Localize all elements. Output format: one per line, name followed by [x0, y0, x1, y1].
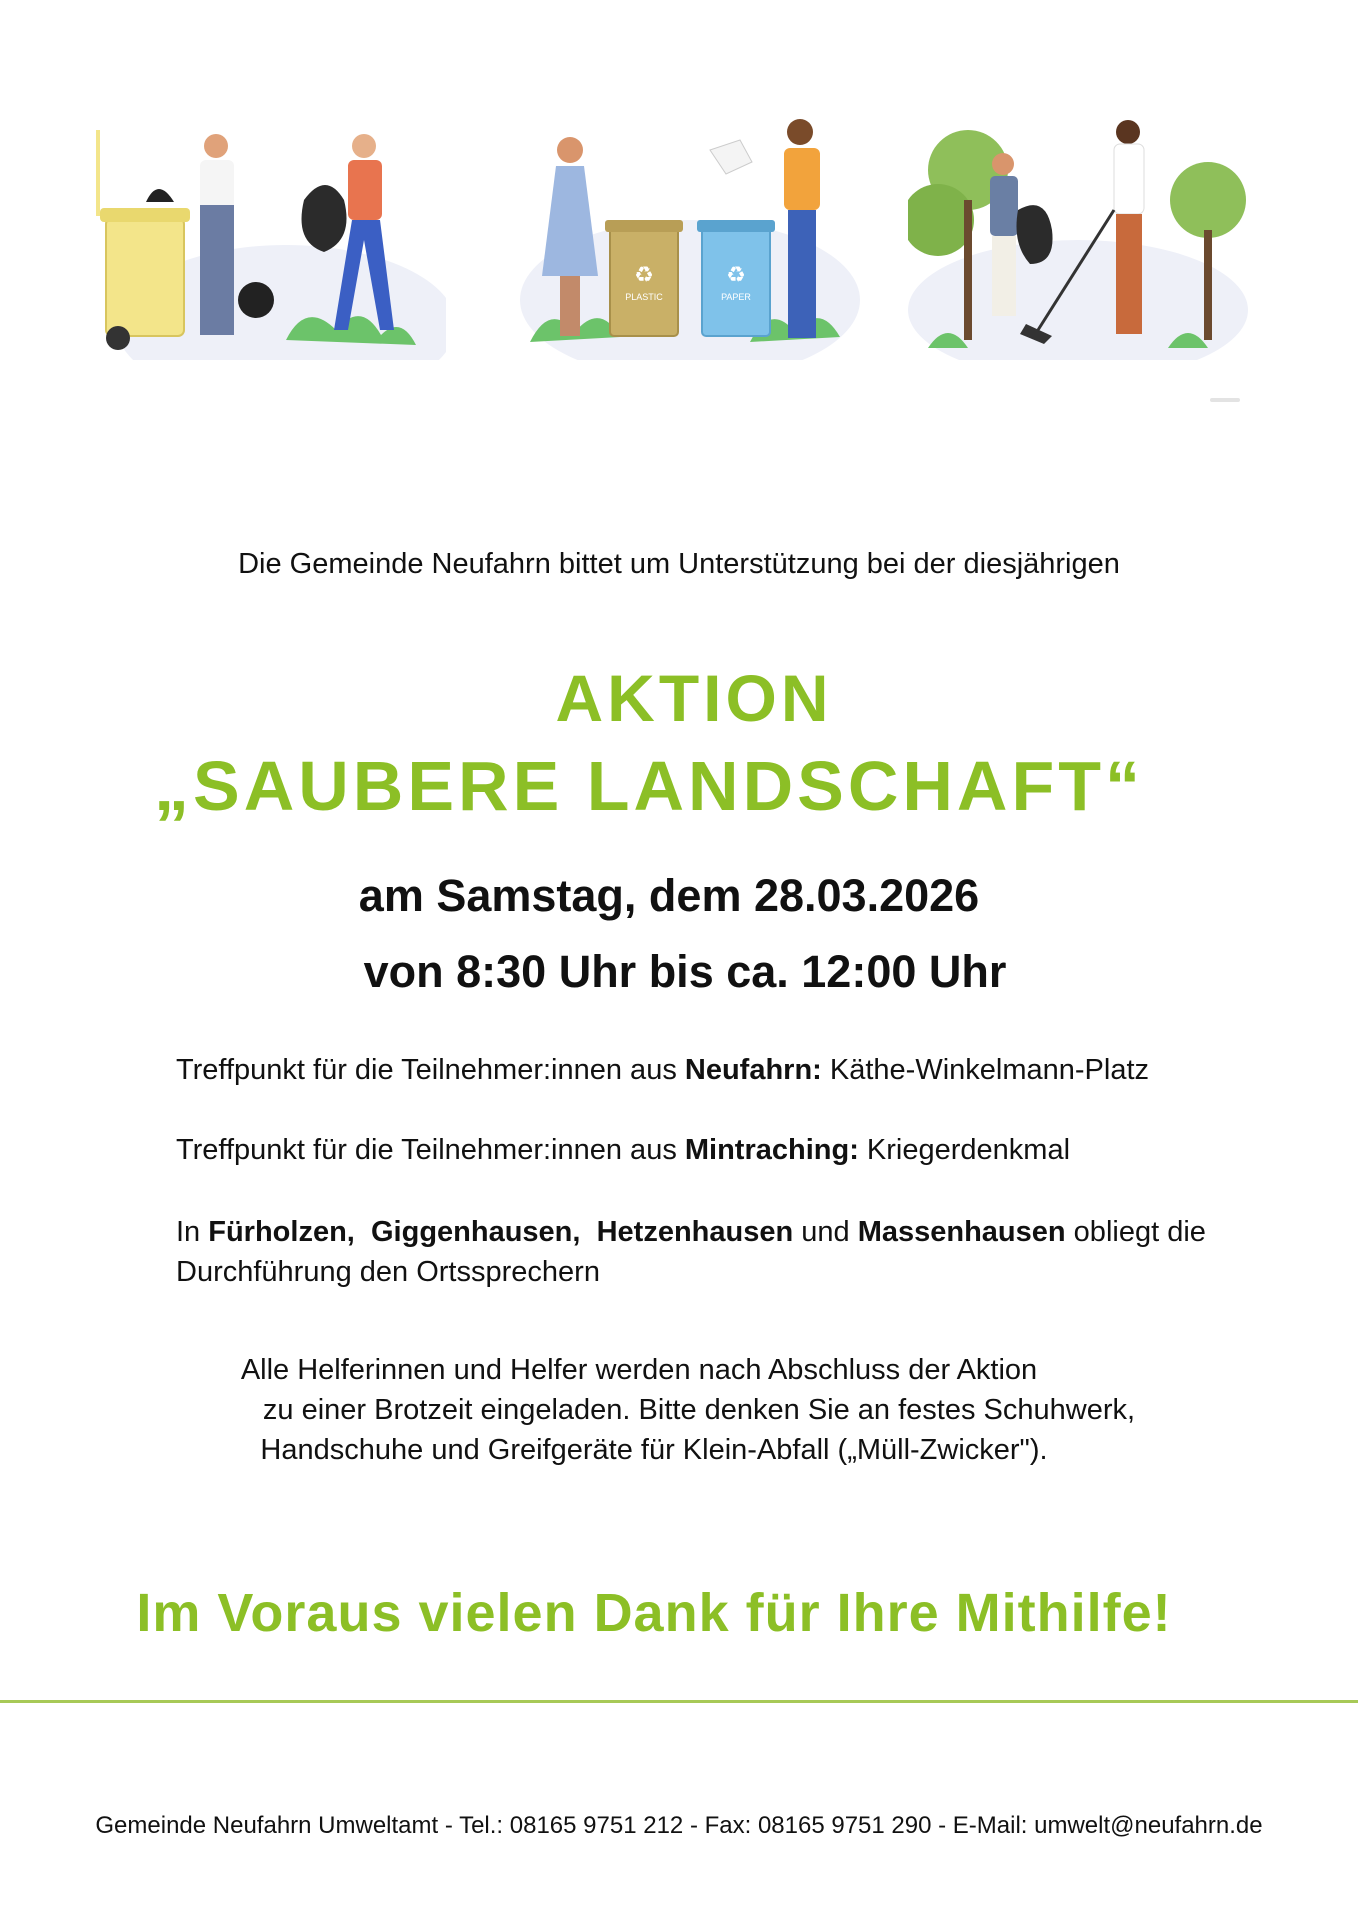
village-name: Massenhausen: [857, 1216, 1066, 1248]
park-cleanup-illustration: [908, 110, 1248, 360]
villages-suffix: obliegt die Durchführung den Ortssprechern: [176, 1216, 1206, 1288]
villages-and: und: [793, 1216, 858, 1248]
thanks-heading: Im Voraus vielen Dank für Ihre Mithilfe!: [136, 1583, 1172, 1643]
helpers-line: Handschuhe und Greifgeräte für Klein-Abfall („Müll-Zwicker").: [260, 1434, 1048, 1466]
svg-text:♻: ♻: [726, 263, 746, 288]
meeting-point-prefix: Treffpunkt für die Teilnehmer:innen aus: [176, 1054, 685, 1086]
village-name: Fürholzen,: [208, 1216, 355, 1248]
meeting-point-mintraching: [176, 1134, 1070, 1167]
helpers-note: [0, 1350, 1358, 1470]
villages-note: [176, 1212, 1216, 1292]
meeting-point-location: Kriegerdenkmal: [858, 1134, 1071, 1166]
image-credit-mark: [1210, 398, 1240, 402]
recycling-bins-illustration: [520, 110, 860, 360]
title-line-2: „SAUBERE LANDSCHAFT“: [154, 747, 1144, 825]
intro-text: Die Gemeinde Neufahrn bittet um Unterstützung bei der diesjährigen: [238, 548, 1120, 580]
title-line-1: AKTION: [555, 661, 833, 735]
paper-bin-label: PAPER: [721, 292, 751, 302]
meeting-point-location: Käthe-Winkelmann-Platz: [821, 1054, 1150, 1086]
meeting-point-place: Mintraching:: [684, 1134, 859, 1166]
event-time: von 8:30 Uhr bis ca. 12:00 Uhr: [363, 946, 1007, 997]
villages-prefix: In: [176, 1216, 209, 1248]
svg-text:♻: ♻: [634, 263, 654, 288]
illustration-strip: [0, 110, 1358, 370]
helpers-line: Alle Helferinnen und Helfer werden nach Abschluss der Aktion: [240, 1354, 1038, 1386]
village-name: Giggenhausen,: [370, 1216, 581, 1248]
helpers-line: zu einer Brotzeit eingeladen. Bitte denken Sie an festes Schuhwerk,: [262, 1394, 1136, 1426]
divider-line: [0, 1700, 1358, 1703]
meeting-point-prefix: Treffpunkt für die Teilnehmer:innen aus: [176, 1134, 685, 1166]
meeting-point-neufahrn: [176, 1054, 1149, 1087]
meeting-point-place: Neufahrn:: [684, 1054, 822, 1086]
plastic-bin-label: PLASTIC: [625, 292, 663, 302]
event-date: am Samstag, dem 28.03.2026: [358, 870, 980, 921]
footer-contact: Gemeinde Neufahrn Umweltamt - Tel.: 08165 9751 212 - Fax: 08165 9751 290 - E-Mail: umwelt@neufahrn.de: [95, 1812, 1263, 1839]
village-name: Hetzenhausen: [596, 1216, 794, 1248]
waste-collection-illustration: [96, 110, 446, 360]
